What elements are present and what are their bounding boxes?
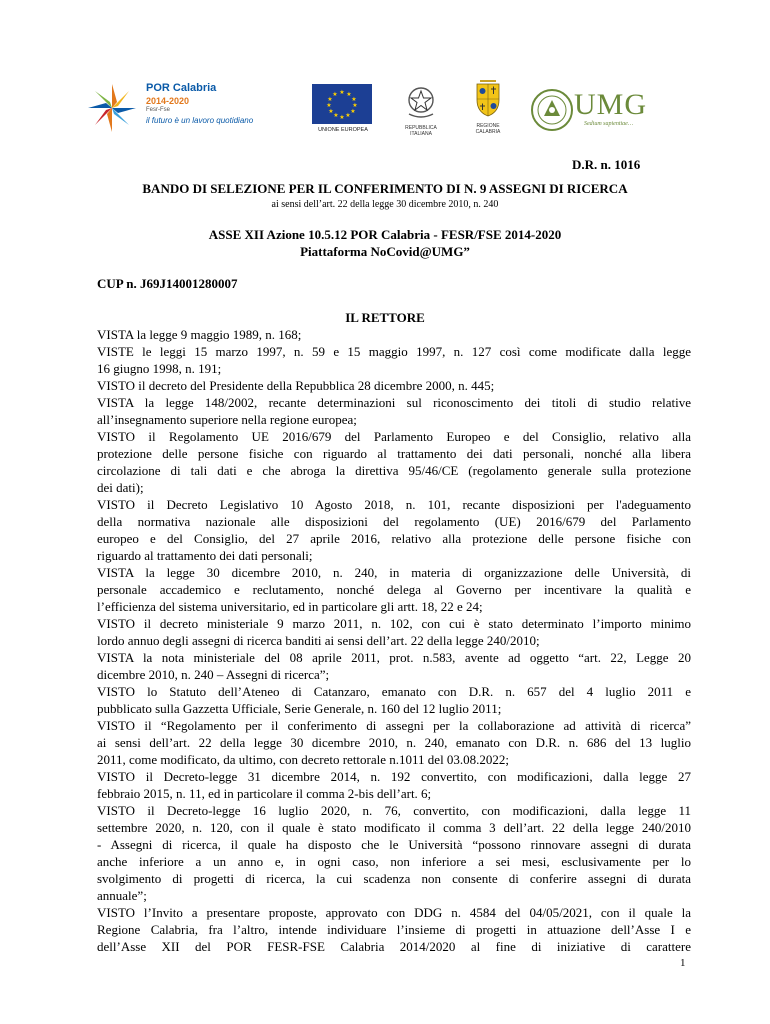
body-line: settembre 2020, n. 120, con il quale è stato modificato il comma 3 dell’art. 22 della legge 240/2010 (97, 820, 691, 835)
regione-shield-icon (474, 78, 502, 118)
body-line: circolazione di tali dati e che abroga la direttiva 95/46/CE (regolamento generale sulla protezione (97, 463, 691, 478)
italian-emblem-icon (406, 84, 436, 120)
body-line: VISTO il Decreto-legge 16 luglio 2020, n. 76, convertito, con modificazioni, dalla legge 11 (97, 803, 691, 818)
body-line: 2011, come modificato, da ultimo, con decreto rettorale n.1011 del 03.08.2022; (97, 752, 510, 767)
svg-text:★: ★ (352, 102, 358, 109)
regione-caption-2: CALABRIA (475, 129, 501, 135)
umg-logo (530, 88, 660, 136)
por-calabria-logo (84, 80, 284, 136)
svg-text:★: ★ (351, 96, 357, 103)
body-line: personale accademico e reclutamento, nonché delega al Governo per incentivare la qualità e (97, 582, 691, 597)
repubblica-caption-1: REPUBBLICA (405, 125, 437, 131)
body-line: Regione Calabria, fra l’altro, intende individuare l’insieme di progetti in attuazione dell’Asse I e (97, 922, 691, 937)
body-line: dell’Asse XII del POR FESR-FSE Calabria 2014/2020 al fine di iniziative di carattere (97, 939, 691, 954)
body-line: pubblicato sulla Gazzetta Ufficiale, Serie Generale, n. 160 del 12 luglio 2011; (97, 701, 502, 716)
body-line: riguardo al trattamento dei dati personali; (97, 548, 313, 563)
body-line: dei dati); (97, 480, 144, 495)
body-line: dicembre 2010, n. 240 – Assegni di ricerca”; (97, 667, 330, 682)
body-line: svolgimento di progetti di ricerca, la cui scadenza non consente di conferire assegni di durata (97, 871, 691, 886)
body-line: europeo e del Consiglio, del 27 aprile 2016, relativo alla protezione delle persone fisiche con (97, 531, 691, 546)
svg-text:★: ★ (327, 96, 333, 103)
eu-logo (312, 84, 374, 138)
page-number: 1 (680, 957, 686, 969)
body-line: VISTO il Decreto Legislativo 10 Agosto 2018, n. 101, recante disposizioni per l'adeguamento (97, 497, 691, 512)
por-calabria-mark-icon (86, 82, 138, 134)
document-subtitle: ai sensi dell’art. 22 della legge 30 dicembre 2010, n. 240 (271, 199, 499, 210)
umg-motto: Sedium sapientiae… (584, 121, 634, 127)
decree-number: D.R. n. 1016 (572, 157, 641, 172)
body-line: VISTA la legge 148/2002, recante determinazioni sul riconoscimento dei titoli di studio relative (97, 395, 691, 410)
body-line: 16 giugno 1998, n. 191; (97, 361, 222, 376)
body-line: VISTA la legge 9 maggio 1989, n. 168; (97, 327, 302, 342)
piattaforma-heading: Piattaforma NoCovid@UMG” (300, 244, 470, 259)
logo-band (84, 78, 684, 142)
svg-text:★: ★ (345, 112, 351, 119)
body-text (97, 326, 691, 955)
body-line: VISTO il “Regolamento per il conferimento di assegni per la collaborazione ad attività di ricerca” (97, 718, 691, 733)
regione-calabria-emblem (468, 78, 508, 138)
body-line: lordo annuo degli assegni di ricerca banditi ai sensi dell’art. 22 della legge 240/2010; (97, 633, 540, 648)
body-line: VISTA la legge 30 dicembre 2010, n. 240, in materia di organizzazione delle Università, di (97, 565, 691, 580)
body-line: all’insegnamento superiore nella regione europea; (97, 412, 357, 427)
body-line: ai sensi dell’art. 22 della legge 30 dicembre 2010, n. 240, emanato con D.R. n. 686 del 13 luglio (97, 735, 691, 750)
body-line: VISTO il Decreto-legge 31 dicembre 2014, n. 192 convertito, con modificazioni, dalla legge 27 (97, 769, 691, 784)
svg-text:★: ★ (339, 114, 345, 121)
body-line: protezione delle persone fisiche con riguardo al trattamento dei dati personali, nonché alla libera (97, 446, 691, 461)
repubblica-caption-2: ITALIANA (410, 131, 432, 137)
eu-caption: UNIONE EUROPEA (318, 127, 368, 133)
regione-caption-1: REGIONE (476, 123, 500, 129)
body-line: VISTO lo Statuto dell’Ateneo di Catanzaro, emanato con D.R. n. 657 del 4 luglio 2011 e (97, 684, 691, 699)
body-line: - Assegni di ricerca, il quale ha disposto che le Università “possono rinnovare assegni di durata (97, 837, 691, 852)
por-years: 2014-2020 (146, 96, 190, 106)
body-line: l’efficienza del sistema universitario, ed in particolare gli artt. 18, 22 e 24; (97, 599, 483, 614)
body-line: VISTO il decreto del Presidente della Repubblica 28 dicembre 2000, n. 445; (97, 378, 495, 393)
body-line: VISTE le leggi 15 marzo 1997, n. 59 e 15 maggio 1997, n. 127 così come modificate dalla legge (97, 344, 691, 359)
cup-code: CUP n. J69J14001280007 (97, 276, 238, 291)
svg-text:★: ★ (339, 89, 345, 96)
body-line: febbraio 2015, n. 11, ed in particolare il comma 2-bis dell’art. 6; (97, 786, 432, 801)
body-line: anche inferiore a un anno e, in ogni caso, non inferiore a sei mesi, esclusivamente per lo (97, 854, 691, 869)
body-line: VISTO l’Invito a presentare proposte, approvato con DDG n. 4584 del 04/05/2021, con il quale la (97, 905, 691, 920)
umg-seal-icon (530, 88, 574, 132)
eu-flag-icon (312, 84, 372, 124)
body-line: della normativa nazionale alle disposizioni del regolamento (UE) 2016/679 del Parlamento (97, 514, 691, 529)
umg-name: UMG (574, 88, 648, 121)
svg-text:★: ★ (328, 108, 334, 115)
body-line: VISTO il decreto ministeriale 9 marzo 2011, n. 102, con cui è stato determinato l’importo minimo (97, 616, 691, 631)
por-slogan: il futuro è un lavoro quotidiano (146, 116, 254, 125)
document-title: BANDO DI SELEZIONE PER IL CONFERIMENTO DI N. 9 ASSEGNI DI RICERCA (142, 181, 628, 196)
svg-text:★: ★ (332, 91, 338, 98)
rettore-heading: IL RETTORE (345, 310, 425, 325)
body-line: VISTO il Regolamento UE 2016/679 del Parlamento Europeo e del Consiglio, relativo alla (97, 429, 691, 444)
por-title: POR Calabria (146, 82, 217, 94)
body-line: annuale”; (97, 888, 147, 903)
por-fund: Fesr-Fse (146, 107, 170, 113)
svg-text:★: ★ (326, 102, 332, 109)
svg-text:★: ★ (333, 112, 339, 119)
svg-text:★: ★ (350, 108, 356, 115)
body-line: VISTA la nota ministeriale del 08 aprile 2011, prot. n.583, avente ad oggetto “art. 22, Legge 20 (97, 650, 691, 665)
svg-text:★: ★ (346, 91, 352, 98)
repubblica-italiana-emblem (400, 84, 442, 138)
asse-heading: ASSE XII Azione 10.5.12 POR Calabria - FESR/FSE 2014-2020 (208, 227, 562, 242)
